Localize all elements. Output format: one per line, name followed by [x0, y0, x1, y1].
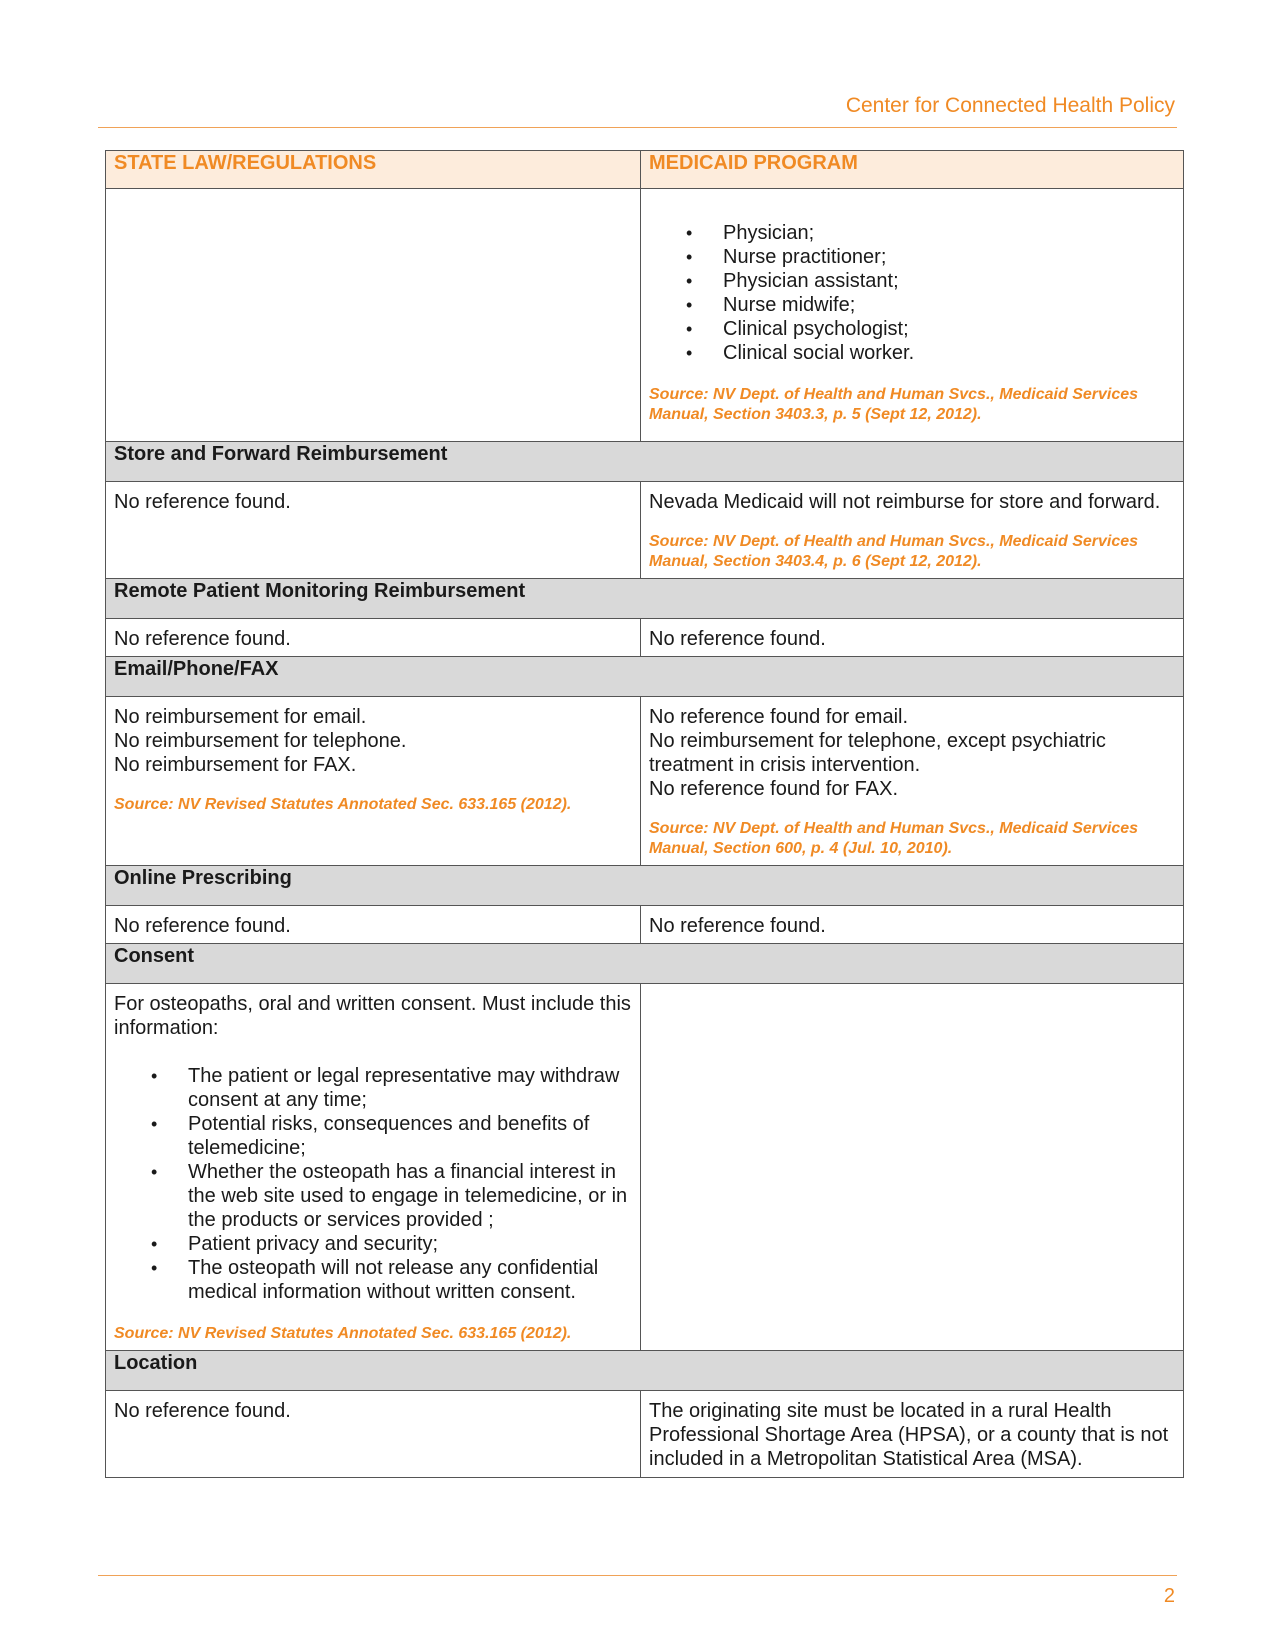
provider-row	[106, 189, 1184, 442]
section-heading-location: Location	[106, 1351, 1184, 1391]
section-heading-store-forward: Store and Forward Reimbursement	[106, 442, 1184, 482]
list-item: • Clinical psychologist;	[723, 317, 1175, 341]
policy-table	[105, 150, 1184, 1478]
section-heading-remote-monitoring: Remote Patient Monitoring Reimbursement	[106, 579, 1184, 619]
email-phone-fax-left	[106, 697, 641, 866]
location-row	[106, 1391, 1184, 1478]
remote-monitoring-left: No reference found.	[106, 619, 641, 657]
list-item: • Potential risks, consequences and benefits of telemedicine;	[188, 1112, 632, 1160]
consent-row	[106, 984, 1184, 1351]
list-item: • Patient privacy and security;	[188, 1232, 632, 1256]
store-forward-text: Nevada Medicaid will not reimburse for store and forward.	[649, 491, 1161, 513]
list-item: • Nurse practitioner;	[723, 245, 1175, 269]
list-item: • Nurse midwife;	[723, 293, 1175, 317]
section-heading-consent: Consent	[106, 944, 1184, 984]
online-prescribing-right: No reference found.	[641, 906, 1184, 944]
list-item: • Whether the osteopath has a financial interest in the web site used to engage in telemedicine, or in the products or services provided ;	[188, 1160, 632, 1232]
column-header-medicaid: MEDICAID PROGRAM	[641, 151, 1184, 189]
store-forward-left: No reference found.	[106, 482, 641, 579]
text-line: No reimbursement for telephone, except psychiatric treatment in crisis intervention.	[649, 730, 1106, 776]
remote-monitoring-right: No reference found.	[641, 619, 1184, 657]
source-citation: Source: NV Revised Statutes Annotated Sec. 633.165 (2012).	[114, 796, 572, 813]
column-header-state-law: STATE LAW/REGULATIONS	[106, 151, 641, 189]
page-number: 2	[1163, 1585, 1175, 1607]
section-heading-row	[106, 657, 1184, 697]
text-line: No reimbursement for telephone.	[114, 730, 407, 752]
consent-intro: For osteopaths, oral and written consent. Must include this information:	[114, 993, 631, 1039]
consent-right	[641, 984, 1184, 1351]
location-left: No reference found.	[106, 1391, 641, 1478]
header-divider	[98, 127, 1177, 128]
section-heading-email-phone-fax: Email/Phone/FAX	[106, 657, 1184, 697]
list-item: • Clinical social worker.	[723, 341, 1175, 365]
consent-left	[106, 984, 641, 1351]
provider-right-cell	[641, 189, 1184, 442]
list-item: • The osteopath will not release any confidential medical information without written consent.	[188, 1256, 632, 1304]
section-heading-row	[106, 1351, 1184, 1391]
remote-monitoring-row	[106, 619, 1184, 657]
provider-left-cell	[106, 189, 641, 442]
list-item: • Physician;	[723, 221, 1175, 245]
provider-list	[649, 221, 1175, 365]
section-heading-row	[106, 579, 1184, 619]
section-heading-row	[106, 442, 1184, 482]
location-right: The originating site must be located in a rural Health Professional Shortage Area (HPSA), or a county that is not included in a Metropolitan Statistical Area (MSA).	[641, 1391, 1184, 1478]
source-citation: Source: NV Dept. of Health and Human Svcs., Medicaid Services Manual, Section 600, p. 4 (Jul. 10, 2010).	[649, 820, 1139, 857]
list-item: • Physician assistant;	[723, 269, 1175, 293]
text-line: No reimbursement for email.	[114, 706, 367, 728]
online-prescribing-left: No reference found.	[106, 906, 641, 944]
section-heading-row	[106, 866, 1184, 906]
source-citation: Source: NV Dept. of Health and Human Svcs., Medicaid Services Manual, Section 3403.3, p. 5 (Sept 12, 2012).	[649, 386, 1139, 423]
email-phone-fax-right	[641, 697, 1184, 866]
store-forward-row	[106, 482, 1184, 579]
section-heading-online-prescribing: Online Prescribing	[106, 866, 1184, 906]
text-line: No reimbursement for FAX.	[114, 754, 357, 776]
online-prescribing-row	[106, 906, 1184, 944]
consent-list	[114, 1064, 632, 1304]
header-title: Center for Connected Health Policy	[845, 94, 1175, 117]
source-citation: Source: NV Dept. of Health and Human Svcs., Medicaid Services Manual, Section 3403.4, p. 6 (Sept 12, 2012).	[649, 533, 1139, 570]
source-citation: Source: NV Revised Statutes Annotated Sec. 633.165 (2012).	[114, 1325, 572, 1342]
email-phone-fax-row	[106, 697, 1184, 866]
column-header-row	[106, 151, 1184, 189]
list-item: • The patient or legal representative may withdraw consent at any time;	[188, 1064, 632, 1112]
section-heading-row	[106, 944, 1184, 984]
footer-divider	[98, 1575, 1177, 1576]
text-line: No reference found for FAX.	[649, 778, 899, 800]
store-forward-right	[641, 482, 1184, 579]
text-line: No reference found for email.	[649, 706, 909, 728]
